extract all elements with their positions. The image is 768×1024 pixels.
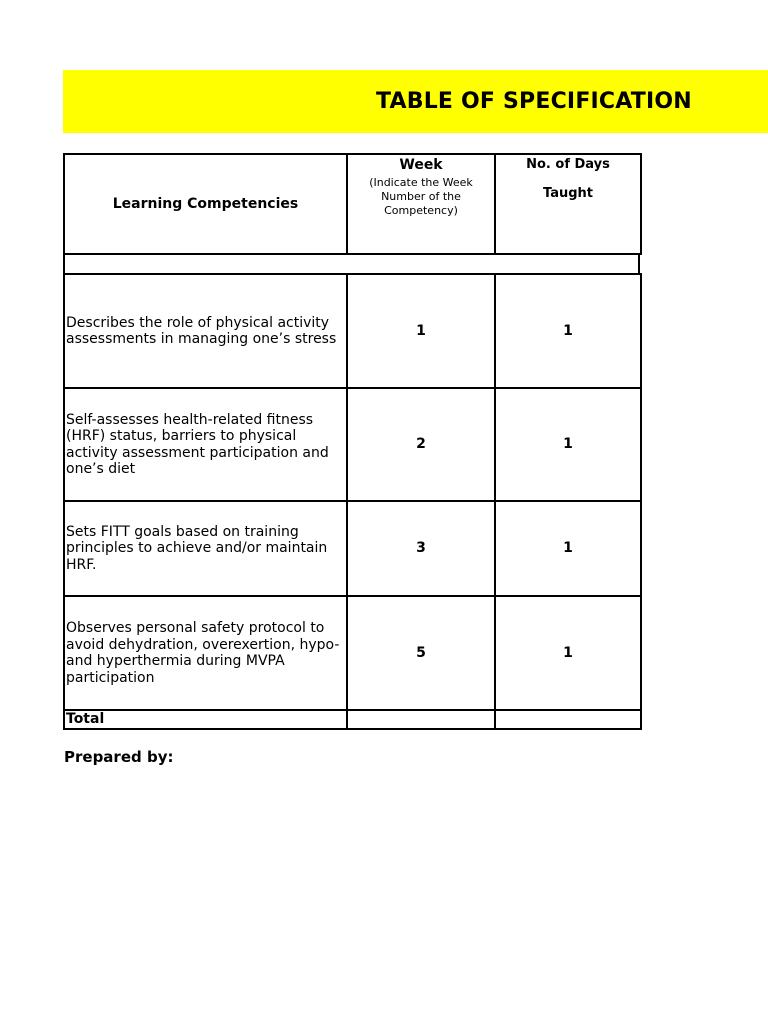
days-cell: 1 bbox=[495, 501, 641, 596]
title-banner bbox=[63, 70, 768, 133]
total-week-cell bbox=[347, 710, 495, 729]
competency-table bbox=[63, 273, 642, 730]
total-days-cell bbox=[495, 710, 641, 729]
header-days-title: No. of Days bbox=[526, 157, 610, 172]
header-week bbox=[347, 154, 495, 254]
header-learning-competencies: Learning Competencies bbox=[64, 154, 347, 254]
table-row bbox=[64, 501, 641, 596]
competency-cell: Observes personal safety protocol to avoid dehydration, overexertion, hypo- and hyperthermia during MVPA participation bbox=[64, 596, 347, 710]
week-cell: 2 bbox=[347, 388, 495, 501]
table-row bbox=[64, 596, 641, 710]
total-label: Total bbox=[64, 710, 347, 729]
header-table bbox=[63, 153, 642, 255]
competency-cell: Describes the role of physical activity assessments in managing one’s stress bbox=[64, 274, 347, 388]
week-cell: 5 bbox=[347, 596, 495, 710]
table-row bbox=[64, 388, 641, 501]
competency-cell: Sets FITT goals based on training principles to achieve and/or maintain HRF. bbox=[64, 501, 347, 596]
spacer-row bbox=[63, 253, 640, 273]
week-cell: 3 bbox=[347, 501, 495, 596]
prepared-by-label: Prepared by: bbox=[64, 748, 174, 766]
competency-cell: Self-assesses health-related fitness (HRF) status, barriers to physical activity assessment participation and one’s diet bbox=[64, 388, 347, 501]
days-cell: 1 bbox=[495, 596, 641, 710]
week-cell: 1 bbox=[347, 274, 495, 388]
page-title: TABLE OF SPECIFICATION bbox=[376, 89, 692, 114]
days-cell: 1 bbox=[495, 274, 641, 388]
header-row bbox=[64, 154, 641, 254]
table-row bbox=[64, 274, 641, 388]
days-cell: 1 bbox=[495, 388, 641, 501]
total-row bbox=[64, 710, 641, 729]
header-week-note: (Indicate the Week Number of the Competency) bbox=[369, 176, 473, 217]
header-days-sub: Taught bbox=[543, 186, 593, 201]
header-week-title: Week bbox=[399, 157, 443, 173]
header-days bbox=[495, 154, 641, 254]
